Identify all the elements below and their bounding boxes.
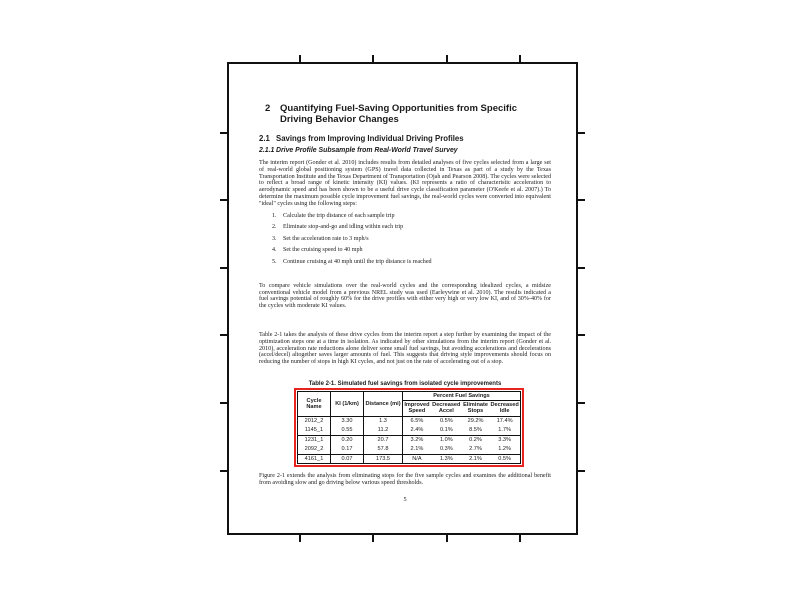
paragraph-figure-intro: Figure 2-1 extends the analysis from eliminating stops for the five sample cycles and examines the additional benefit from avoiding slow and go driving below various speed thresholds. [259, 473, 551, 486]
table-header [298, 391, 521, 416]
table-cell: 0.3% [439, 445, 453, 452]
paragraph-simulation-results: To compare vehicle simulations over the real-world cycles and the corresponding idealized cycles, a midsize conventional vehicle model from a previous NREL study was used (Earleywine et al. 2010). The results indicated a fuel savings potential of roughly 60% for the drive profiles with either very high or very low KI, and of 30%-40% for the cycles with moderate KI values. [259, 282, 551, 310]
table-cell: 173.5 [364, 454, 403, 464]
list-item [259, 236, 551, 243]
frame-tick [578, 132, 585, 134]
table-cell: 0.5% [439, 417, 453, 424]
table-cell: 0.55 [331, 426, 364, 436]
list-item [259, 224, 551, 231]
list-item-number: 4. [272, 247, 277, 254]
section-title: Quantifying Fuel-Saving Opportunities from Specific Driving Behavior Changes [280, 103, 517, 125]
list-item-number: 3. [272, 235, 277, 242]
frame-tick [578, 199, 585, 201]
table-caption: Table 2-1. Simulated fuel savings from isolated cycle improvements [308, 380, 502, 387]
column-header: Cycle Name [298, 391, 331, 416]
column-header: Distance (mi) [364, 391, 403, 416]
table-cell: 0.5% [498, 455, 511, 462]
table-cell: 1.0% [439, 436, 453, 443]
table-row [298, 445, 521, 455]
table-cell: 1231_1 [298, 435, 331, 445]
table-row [298, 416, 521, 426]
table-cell: 2.7% [469, 445, 482, 452]
frame-tick [372, 535, 374, 542]
column-header: Improved Speed [404, 402, 430, 415]
column-header: Eliminate Stops [463, 402, 488, 415]
column-header: KI (1/km) [331, 391, 364, 416]
table-cell: 3.3% [498, 436, 511, 443]
frame-tick [220, 470, 227, 472]
document-page [259, 100, 551, 503]
table-cell: 11.2 [364, 426, 403, 436]
list-item-text: Continue cruising at 40 mph until the trip distance is reached [283, 258, 432, 265]
paragraph-table-discussion: Table 2-1 takes the analysis of these drive cycles from the interim report a step further by examining the impact of the optimization steps one at a time in isolation. As indicated by other simulations from the interim report (Gonder et al. 2010), acceleration rate reductions alone deliver some small fuel savings, but avoiding accelerations and decelerations (accel/decel) altogether saves larger amounts of fuel. This suggests that driving style improvements should focus on reducing the number of stops in high KI cycles, and not just on the rate of accelerating out of a stop. [259, 331, 551, 366]
frame-tick [220, 132, 227, 134]
frame-tick [446, 55, 448, 62]
frame-tick [220, 199, 227, 201]
column-header: Decreased Accel [432, 402, 461, 415]
frame-tick [519, 535, 521, 542]
page-number: 5 [403, 495, 407, 503]
table-region [297, 391, 521, 464]
savings-table-body [298, 416, 521, 464]
subsection-number: 2.1 [259, 134, 270, 143]
frame-tick [299, 535, 301, 542]
table-row [298, 454, 521, 464]
fuel-savings-table [297, 391, 521, 464]
table-cell: 0.17 [331, 445, 364, 455]
table-cell: 8.5% [469, 426, 482, 433]
table-cell: 20.7 [364, 435, 403, 445]
table-cell: 2092_2 [298, 445, 331, 455]
frame-tick [220, 402, 227, 404]
table-cell: 57.8 [364, 445, 403, 455]
table-cell: 1.7% [498, 426, 511, 433]
table-cell: N/A [412, 455, 422, 462]
frame-tick [372, 55, 374, 62]
subsubsection-number: 2.1.1 [259, 147, 275, 154]
table-cell: 2.1% [410, 445, 424, 452]
table-cell: 29.2% [467, 417, 484, 424]
table-row [298, 435, 521, 445]
section-heading [265, 103, 551, 125]
frame-tick [446, 535, 448, 542]
list-item-text: Set the cruising speed to 40 mph [283, 247, 363, 254]
list-item [259, 259, 551, 266]
subsection-heading [259, 134, 551, 143]
frame-tick [578, 470, 585, 472]
table-cell: 0.1% [439, 426, 453, 433]
section-number: 2 [265, 103, 271, 114]
table-cell: 0.2% [469, 436, 482, 443]
table-cell: 2.4% [410, 426, 424, 433]
list-item [259, 247, 551, 254]
table-cell: 0.20 [331, 435, 364, 445]
list-item-number: 1. [272, 212, 277, 219]
table-cell: 3.2% [410, 436, 424, 443]
column-header: Decreased Idle [490, 402, 519, 415]
list-item-text: Calculate the trip distance of each sample trip [283, 212, 395, 219]
table-cell: 0.07 [331, 454, 364, 464]
frame-tick [220, 334, 227, 336]
table-cell: 1.3% [439, 455, 453, 462]
table-cell: 6.5% [410, 417, 424, 424]
list-item-number: 2. [272, 224, 277, 231]
subsubsection-heading [259, 147, 551, 155]
frame-tick [578, 267, 585, 269]
paragraph-intro: The interim report (Gonder et al. 2010) includes results from detailed analyses of five cycles selected from a large set of real-world global positioning system (GPS) travel data collected in Texas as part of a study by the Texas Transportation Institute and the Texas Department of Transportation (Ojah and Pearson 2008). The cycles were selected to reflect a broad range of kinetic intensity (KI) values. (KI represents a ratio of characteristic acceleration to aerodynamic speed and has been shown to be a useful drive cycle classification parameter (O'Keefe et al. 2007).) To determine the maximum possible cycle improvement fuel savings, the real-world cycles were converted into equivalent "ideal" cycles using the following steps: [259, 160, 551, 207]
frame-tick [519, 55, 521, 62]
page-frame [227, 62, 578, 535]
table-cell: 1.3 [364, 416, 403, 426]
frame-tick [578, 334, 585, 336]
idealization-steps-list [259, 213, 551, 266]
subsubsection-title: Drive Profile Subsample from Real-World Travel Survey [276, 147, 458, 154]
span-column-header: Percent Fuel Savings [403, 391, 521, 400]
table-row [298, 426, 521, 436]
list-item-text: Eliminate stop-and-go and idling within each trip [283, 224, 404, 231]
subsection-title: Savings from Improving Individual Driving Profiles [276, 134, 464, 143]
table-cell: 2.1% [469, 455, 482, 462]
table-cell: 3.30 [331, 416, 364, 426]
frame-tick [220, 267, 227, 269]
table-cell: 4161_1 [298, 454, 331, 464]
table-cell: 1.2% [498, 445, 511, 452]
table-cell: 1145_1 [298, 426, 331, 436]
list-item [259, 213, 551, 220]
table-cell: 17.4% [496, 417, 513, 424]
table-cell: 2012_2 [298, 416, 331, 426]
frame-tick [578, 402, 585, 404]
list-item-text: Set the acceleration rate to 3 mph/s [283, 235, 369, 242]
list-item-number: 5. [272, 258, 277, 265]
frame-tick [299, 55, 301, 62]
